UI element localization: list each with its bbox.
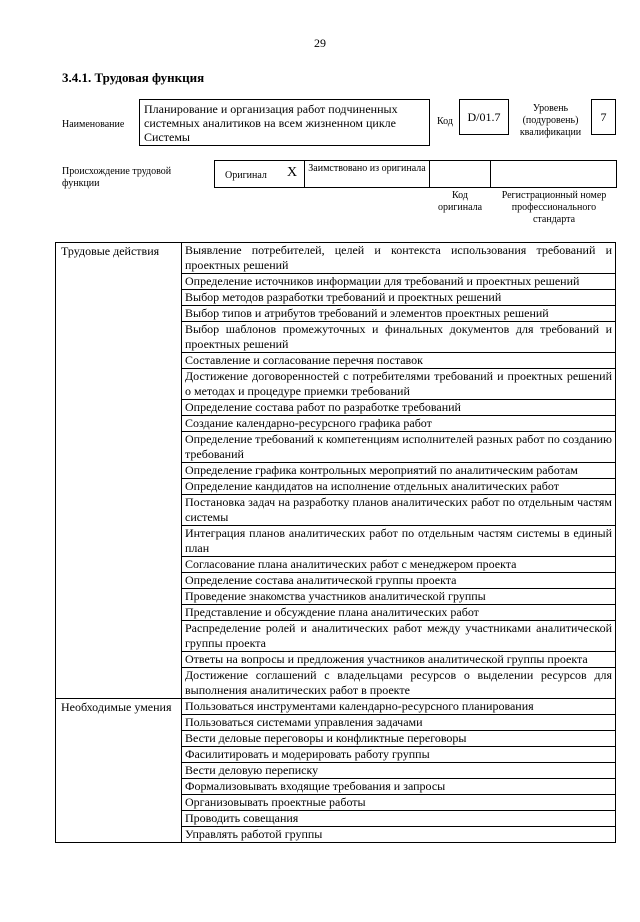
original-label: Оригинал xyxy=(225,170,267,181)
original-mark: X xyxy=(287,165,298,180)
group-label: Трудовые действия xyxy=(56,243,182,698)
borrowed-label: Заимствовано из оригинала xyxy=(308,163,426,174)
table-row: Определение состава аналитической группы проекта xyxy=(182,573,615,589)
group-required-skills xyxy=(56,699,615,842)
function-name-box: Планирование и организация работ подчиненных системных аналитиков на всем жизненном цикле Системы xyxy=(139,99,430,146)
table-row: Выбор шаблонов промежуточных и финальных документов для требований и проектных решений xyxy=(182,322,615,353)
table-row: Выбор методов разработки требований и проектных решений xyxy=(182,290,615,306)
table-row: Организовывать проектные работы xyxy=(182,795,615,811)
table-row: Пользоваться системами управления задачами xyxy=(182,715,615,731)
table-row: Формализовывать входящие требования и запросы xyxy=(182,779,615,795)
table-row: Определение источников информации для требований и проектных решений xyxy=(182,274,615,290)
code-label: Код xyxy=(437,116,453,127)
level-value-box: 7 xyxy=(591,99,616,135)
name-label: Наименование xyxy=(62,119,125,130)
table-row: Интеграция планов аналитических работ по отдельным частям системы в единый план xyxy=(182,526,615,557)
table-row: Управлять работой группы xyxy=(185,827,323,841)
table-row: Вести деловую переписку xyxy=(182,763,615,779)
table-row: Определение кандидатов на исполнение отдельных аналитических работ xyxy=(182,479,615,495)
table-row: Фасилитировать и модерировать работу группы xyxy=(182,747,615,763)
caption-original-code: Код оригинала xyxy=(437,190,483,213)
section-title: 3.4.1. Трудовая функция xyxy=(62,70,205,85)
table-row: Определение требований к компетенциям исполнителей разных работ по созданию требований xyxy=(182,432,615,463)
table-row: Распределение ролей и аналитических работ между участниками аналитической группы проекта xyxy=(182,621,615,652)
table-row: Достижение соглашений с владельцами ресурсов о выделении ресурсов для выполнения аналитических работ в проекте xyxy=(185,668,612,697)
level-label: Уровень (подуровень) квалификации xyxy=(519,103,582,138)
table-row: Согласование плана аналитических работ с менеджером проекта xyxy=(182,557,615,573)
group-labor-actions xyxy=(56,243,615,699)
table-row: Представление и обсуждение плана аналитических работ xyxy=(182,605,615,621)
table-row: Проведение знакомства участников аналитической группы xyxy=(182,589,615,605)
table-row: Выявление потребителей, целей и контекста использования требований и проектных решений xyxy=(182,243,615,274)
table-row: Постановка задач на разработку планов аналитических работ по отдельным частям системы xyxy=(182,495,615,526)
page-number: 29 xyxy=(314,36,326,50)
table-row: Достижение договоренностей с потребителями требований и проектных решений о методах и процедуре приемки требований xyxy=(182,369,615,400)
caption-registration-number: Регистрационный номер профессионального стандарта xyxy=(501,190,607,225)
code-value-box: D/01.7 xyxy=(459,99,509,135)
table-row: Создание календарно-ресурсного графика работ xyxy=(182,416,615,432)
table-row: Вести деловые переговоры и конфликтные переговоры xyxy=(182,731,615,747)
table-row: Определение графика контрольных мероприятий по аналитическим работам xyxy=(182,463,615,479)
table-row: Составление и согласование перечня поставок xyxy=(182,353,615,369)
group-label: Необходимые умения xyxy=(56,699,182,842)
group-items xyxy=(182,243,615,698)
origin-label: Происхождение трудовой функции xyxy=(62,166,172,189)
group-items xyxy=(182,699,615,842)
table-row: Выбор типов и атрибутов требований и элементов проектных решений xyxy=(182,306,615,322)
table-row: Проводить совещания xyxy=(182,811,615,827)
table-row: Пользоваться инструментами календарно-ресурсного планирования xyxy=(182,699,615,715)
origin-cell-code xyxy=(430,161,491,187)
table-row: Определение состава работ по разработке требований xyxy=(182,400,615,416)
function-table xyxy=(55,242,616,843)
table-row: Ответы на вопросы и предложения участников аналитической группы проекта xyxy=(182,652,615,668)
